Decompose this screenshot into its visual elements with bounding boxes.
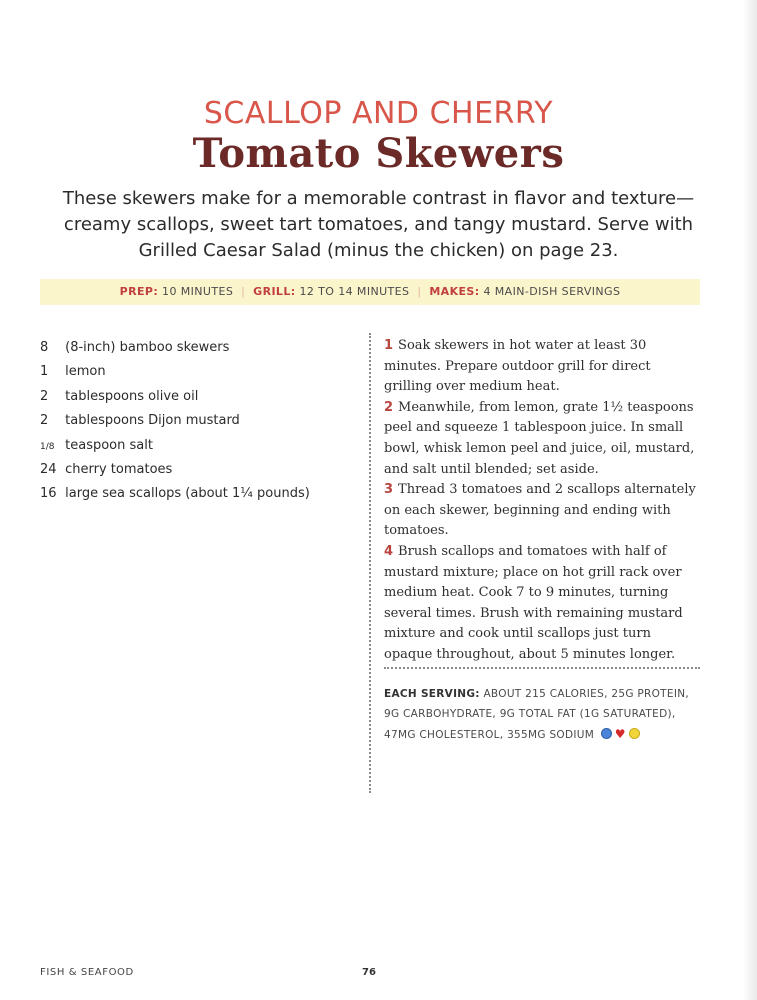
recipe-title-line1: SCALLOP AND CHERRY xyxy=(203,96,554,131)
ingredient-qty: 1/8 xyxy=(40,441,55,452)
ingredients-list xyxy=(40,336,360,507)
step-number: 1 xyxy=(384,338,394,353)
step-text: Brush scallops and tomatoes with half of mustard mixture; place on hot grill rack over medium heat. Cook 7 to 9 minutes, turning several times. Brush with remaining mustard mixture and cook until scallops just turn opaque throughout, about 5 minutes longer. xyxy=(384,543,683,662)
makes-label: MAKES: xyxy=(429,285,480,298)
info-bar xyxy=(40,279,700,305)
grill-label: GRILL: xyxy=(253,285,296,298)
ingredient-qty: 1 xyxy=(40,364,49,380)
grill-value: 12 TO 14 MINUTES xyxy=(299,285,410,298)
nutrition-divider xyxy=(384,667,700,669)
step xyxy=(384,542,702,666)
info-separator: | xyxy=(241,285,246,298)
ingredient-item xyxy=(40,434,360,458)
smiley-icon xyxy=(629,728,640,739)
prep-value: 10 MINUTES xyxy=(162,285,234,298)
ingredient-item xyxy=(40,360,360,384)
ingredient-item xyxy=(40,336,360,360)
step-number: 3 xyxy=(384,482,394,498)
nutrition-text: ABOUT 215 CALORIES, 25G PROTEIN, 9G CARBOHYDRATE, 9G TOTAL FAT (1G SATURATED), 47MG CHOLESTEROL, 355MG SODIUM xyxy=(384,688,690,741)
step-text: Thread 3 tomatoes and 2 scallops alternately on each skewer, beginning and ending with tomatoes. xyxy=(384,482,696,539)
step-number: 4 xyxy=(384,543,394,559)
step xyxy=(384,480,702,542)
ingredient-name: tablespoons olive oil xyxy=(65,388,199,404)
prep-label: PREP: xyxy=(119,285,159,298)
ingredient-item xyxy=(40,385,360,409)
ingredient-item xyxy=(40,482,360,506)
step-text: Meanwhile, from lemon, grate 1½ teaspoons peel and squeeze 1 tablespoon juice. In small bowl, whisk lemon peel and juice, oil, mustard, and salt until blended; set aside. xyxy=(384,399,695,477)
recipe-title-line2: Tomato Skewers xyxy=(192,130,565,177)
ingredient-qty: 16 xyxy=(40,486,57,502)
nutrition-label: EACH SERVING: xyxy=(384,688,480,700)
ingredient-qty: 24 xyxy=(40,461,57,477)
step xyxy=(384,398,702,480)
ingredient-item xyxy=(40,458,360,482)
footer-section: FISH & SEAFOOD xyxy=(40,967,134,978)
step-number: 2 xyxy=(384,399,394,415)
ingredient-name: tablespoons Dijon mustard xyxy=(65,413,240,429)
ingredient-name: large sea scallops (about 1¼ pounds) xyxy=(65,486,310,502)
step-text: Soak skewers in hot water at least 30 minutes. Prepare outdoor grill for direct grilling over medium heat. xyxy=(384,338,651,395)
ingredient-qty: 8 xyxy=(40,340,49,355)
ingredient-name: lemon xyxy=(65,364,106,380)
info-separator: | xyxy=(417,285,422,298)
step xyxy=(384,336,702,398)
makes-value: 4 MAIN-DISH SERVINGS xyxy=(483,285,621,298)
ingredient-name: teaspoon salt xyxy=(65,437,153,453)
globe-icon xyxy=(601,728,612,739)
column-divider xyxy=(369,333,371,793)
ingredient-name: cherry tomatoes xyxy=(65,461,173,477)
nutrition-info xyxy=(384,684,702,745)
ingredient-qty: 2 xyxy=(40,388,49,404)
heart-icon: ♥ xyxy=(614,727,626,741)
ingredient-item xyxy=(40,409,360,433)
ingredient-name: (8-inch) bamboo skewers xyxy=(65,340,230,355)
recipe-intro: These skewers make for a memorable contrast in flavor and texture—creamy scallops, sweet tart tomatoes, and tangy mustard. Serve with Grilled Caesar Salad (minus the chicken) on page 23. xyxy=(62,188,695,261)
ingredient-qty: 2 xyxy=(40,413,49,429)
directions xyxy=(384,336,702,666)
page-number: 76 xyxy=(362,967,376,978)
